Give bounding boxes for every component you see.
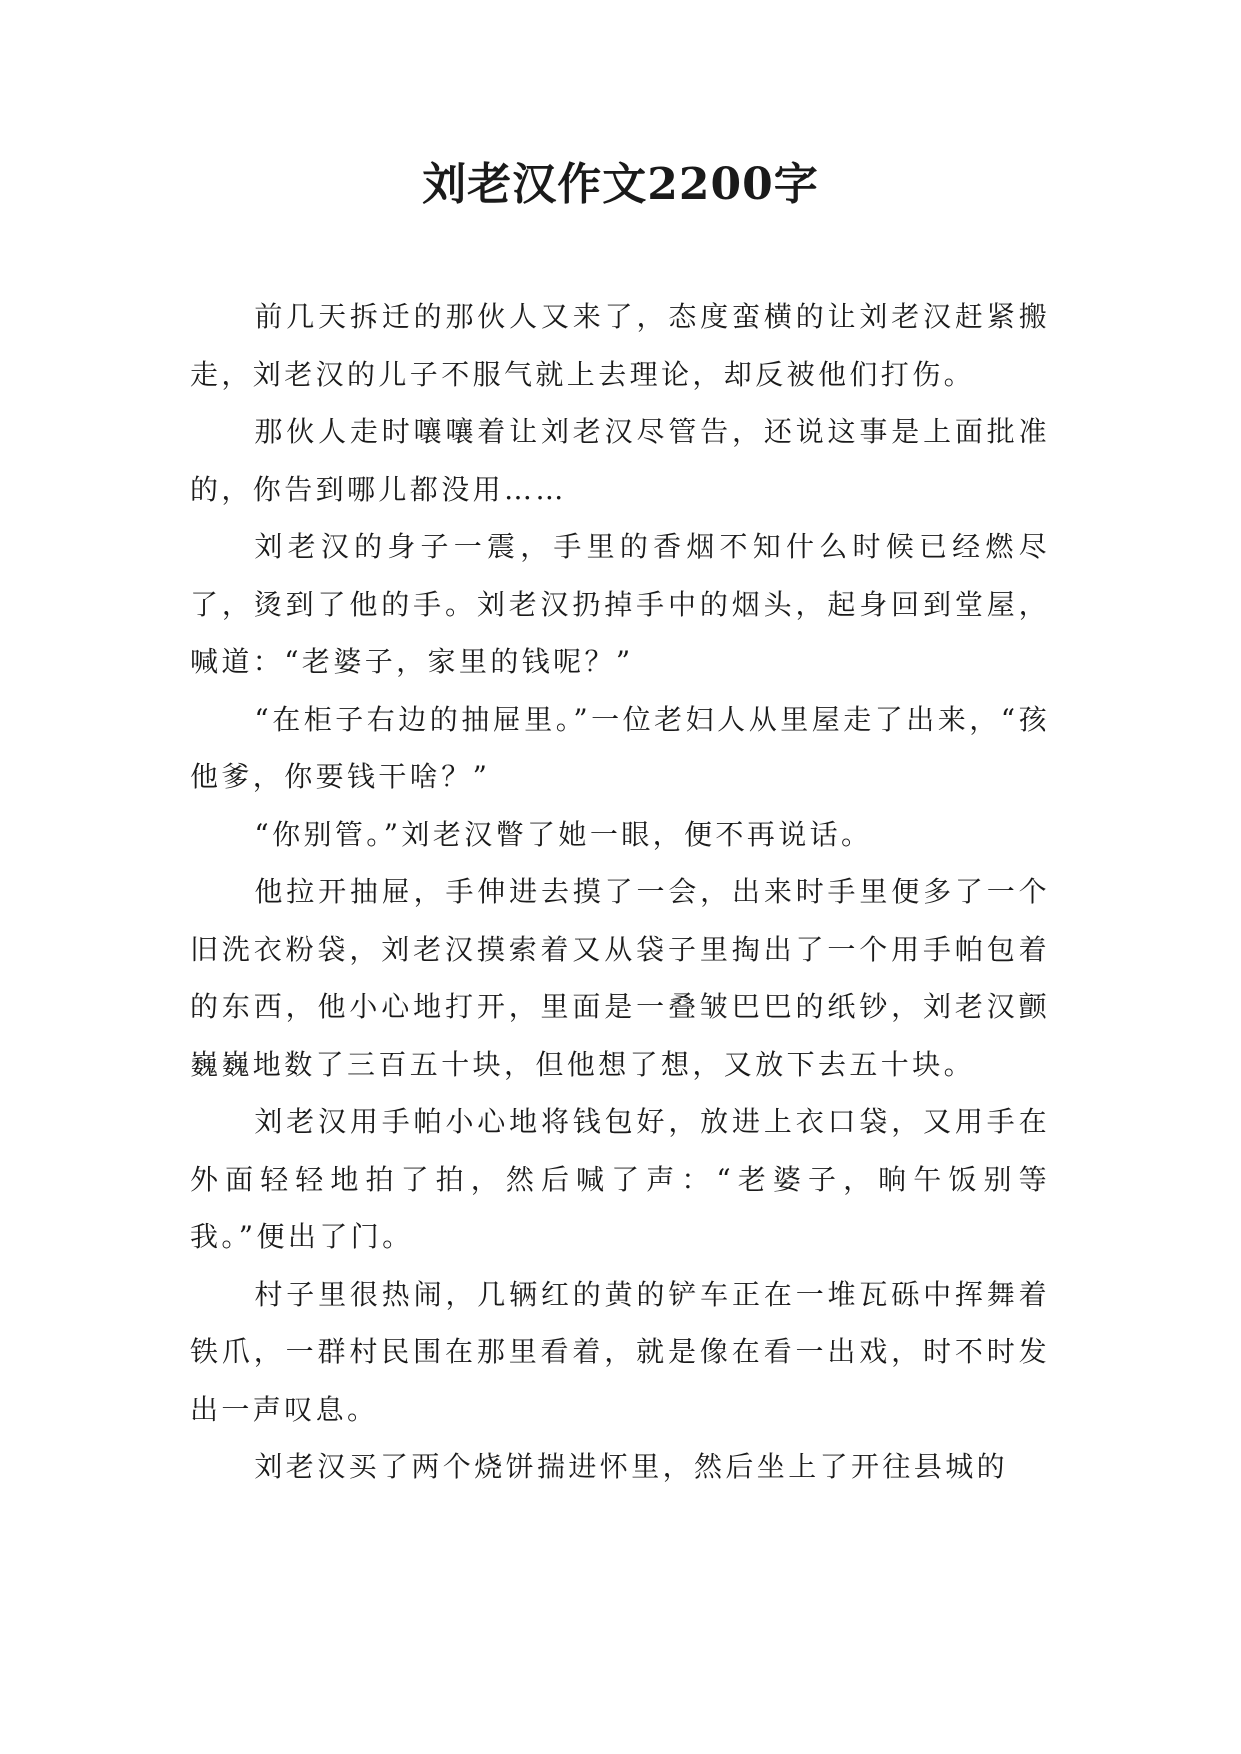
paragraph: 刘老汉买了两个烧饼揣进怀里，然后坐上了开往县城的 [254,1450,1008,1483]
paragraph: 他拉开抽屉，手伸进去摸了一会，出来时手里便多了一个旧洗衣粉袋，刘老汉摸索着又从袋子里掏出了一个用手帕包着的东西，他小心地打开，里面是一叠皱巴巴的纸钞，刘老汉颤巍巍地数了三百五十块，但他想了想，又放下去五十块。 [190,875,1050,1081]
paragraph: “在柜子右边的抽屉里。”一位老妇人从里屋走了出来，“孩他爹，你要钱干啥？” [190,702,1050,793]
article-body [190,288,1050,1496]
document-title: 刘老汉作文2200字 [422,159,819,210]
paragraph: 刘老汉的身子一震，手里的香烟不知什么时候已经燃尽了，烫到了他的手。刘老汉扔掉手中的烟头，起身回到堂屋，喊道：“老婆子，家里的钱呢？” [190,530,1050,678]
paragraph: 前几天拆迁的那伙人又来了，态度蛮横的让刘老汉赶紧搬走，刘老汉的儿子不服气就上去理论，却反被他们打伤。 [190,300,1050,391]
paragraph: “你别管。”刘老汉瞥了她一眼，便不再说话。 [254,817,873,851]
paragraph: 那伙人走时嚷嚷着让刘老汉尽管告，还说这事是上面批准的，你告到哪儿都没用…… [190,415,1050,506]
paragraph: 刘老汉用手帕小心地将钱包好，放进上衣口袋，又用手在外面轻轻地拍了拍，然后喊了声：“老婆子，晌午饭别等我。”便出了门。 [190,1105,1050,1253]
paragraph: 村子里很热闹，几辆红的黄的铲车正在一堆瓦砾中挥舞着铁爪，一群村民围在那里看着，就是像在看一出戏，时不时发出一声叹息。 [190,1277,1050,1426]
